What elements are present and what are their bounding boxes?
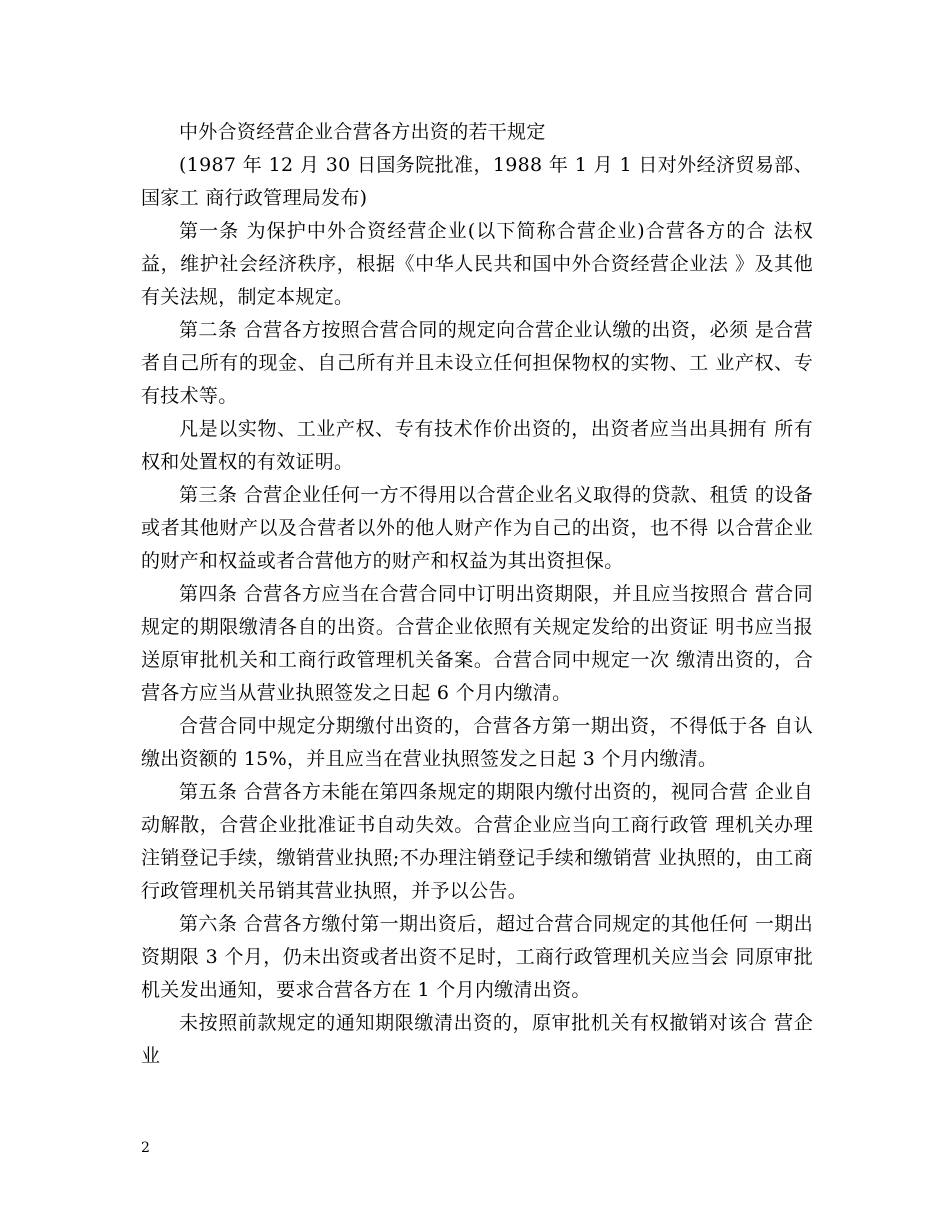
paragraph-article-4-clause: 合营合同中规定分期缴付出资的，合营各方第一期出资，不得低于各 自认缴出资额的 15%，并且应当在营业执照签发之日起 3 个月内缴清。: [141, 715, 813, 770]
document-title: 中外合资经营企业合营各方出资的若干规定: [179, 121, 546, 143]
paragraph-article-2: 第二条 合营各方按照合营合同的规定向合营企业认缴的出资，必须 是合营者自己所有的现金、自己所有并且未设立任何担保物权的实物、工 业产权、专有技术等。: [141, 319, 813, 407]
paragraph-article-2-clause: 凡是以实物、工业产权、专有技术作价出资的，出资者应当出具拥有 所有权和处置权的有效证明。: [141, 418, 813, 473]
paragraph-article-5: 第五条 合营各方未能在第四条规定的期限内缴付出资的，视同合营 企业自动解散，合营企业批准证书自动失效。合营企业应当向工商行政管 理机关办理注销登记手续，缴销营业执照;不办理注销登记手续和缴销营 业执照的，由工商行政管理机关吊销其营业执照，并予以公告。: [141, 781, 813, 902]
page-number: 2: [141, 1140, 150, 1156]
paragraph-article-6: 第六条 合营各方缴付第一期出资后，超过合营合同规定的其他任何 一期出资期限 3 个月，仍未出资或者出资不足时，工商行政管理机关应当会 同原审批机关发出通知，要求合营各方在 1 个月内缴清出资。: [141, 913, 813, 1001]
paragraph-article-6-clause: 未按照前款规定的通知期限缴清出资的，原审批机关有权撤销对该合 营企业: [141, 1012, 813, 1067]
paragraph-article-4: 第四条 合营各方应当在合营合同中订明出资期限，并且应当按照合 营合同规定的期限缴清各自的出资。合营企业依照有关规定发给的出资证 明书应当报送原审批机关和工商行政管理机关备案。合营合同中规定一次 缴清出资的，合营各方应当从营业执照签发之日起 6 个月内缴清。: [141, 583, 813, 704]
paragraph-article-3: 第三条 合营企业任何一方不得用以合营企业名义取得的贷款、租赁 的设备或者其他财产以及合营者以外的他人财产作为自己的出资，也不得 以合营企业的财产和权益或者合营他方的财产和权益为其出资担保。: [141, 484, 813, 572]
paragraph-article-1: 第一条 为保护中外合资经营企业(以下简称合营企业)合营各方的合 法权益，维护社会经济秩序，根据《中华人民共和国中外合资经营企业法 》及其他有关法规，制定本规定。: [141, 220, 813, 308]
document-body: [141, 116, 813, 1073]
paragraph-issuance-note: (1987 年 12 月 30 日国务院批准，1988 年 1 月 1 日对外经济贸易部、国家工 商行政管理局发布): [141, 154, 813, 209]
